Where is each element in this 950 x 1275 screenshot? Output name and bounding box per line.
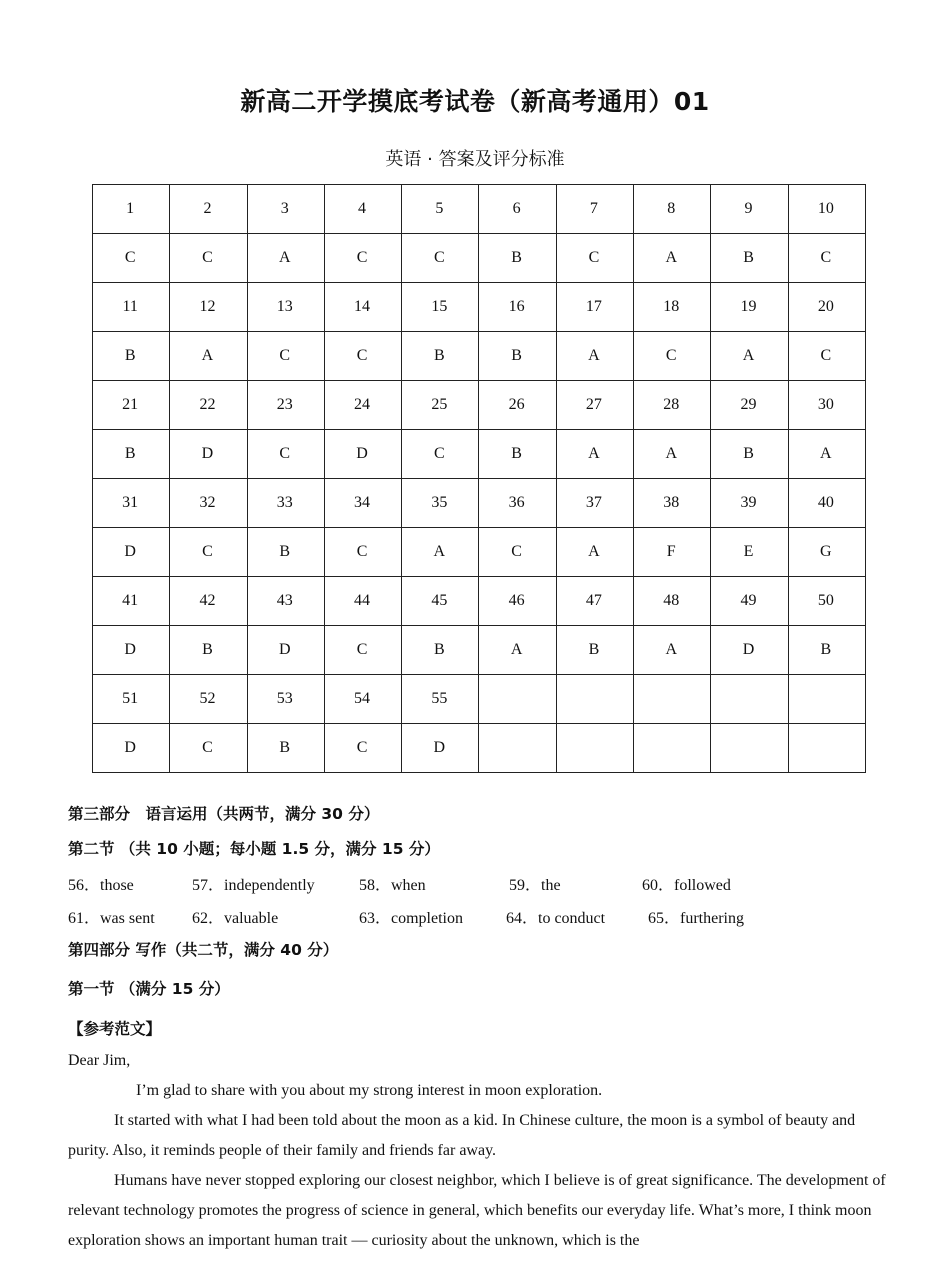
question-number-cell: 43 [247, 577, 324, 626]
answer-cell: B [247, 528, 324, 577]
question-number-cell: 21 [93, 381, 170, 430]
answer-cell: B [402, 332, 479, 381]
essay-greeting: Dear Jim, [68, 1052, 131, 1069]
answer-cell: A [634, 234, 711, 283]
question-number-cell: 31 [93, 479, 170, 528]
question-number-cell: 3 [247, 185, 324, 234]
answer-cell: B [170, 626, 247, 675]
question-number-cell: 36 [479, 479, 556, 528]
question-number-cell: 48 [634, 577, 711, 626]
question-number-cell [556, 675, 633, 724]
fill-answer: 59．the [509, 877, 561, 894]
answer-cell: A [711, 332, 788, 381]
fill-answer: 63．completion [359, 910, 463, 927]
question-number-cell [479, 675, 556, 724]
question-number-cell: 38 [634, 479, 711, 528]
answer-cell: B [247, 724, 324, 773]
answer-cell: C [170, 724, 247, 773]
answer-cell [479, 724, 556, 773]
question-number-cell: 2 [170, 185, 247, 234]
answer-cell [556, 724, 633, 773]
answer-cell: D [711, 626, 788, 675]
question-number-cell: 30 [788, 381, 865, 430]
answer-row [93, 430, 866, 479]
answer-cell: A [634, 430, 711, 479]
answer-table [92, 184, 866, 773]
answer-cell: C [788, 332, 865, 381]
answer-cell: D [247, 626, 324, 675]
answer-cell: C [788, 234, 865, 283]
answer-cell: C [402, 430, 479, 479]
question-number-cell: 51 [93, 675, 170, 724]
question-number-cell: 19 [711, 283, 788, 332]
answer-cell: C [170, 234, 247, 283]
answer-cell: B [479, 332, 556, 381]
answer-cell: A [247, 234, 324, 283]
question-number-cell: 22 [170, 381, 247, 430]
answer-cell: C [247, 430, 324, 479]
question-number-cell: 50 [788, 577, 865, 626]
part3-section2-heading: 第二节 （共 10 小题；每小题 1.5 分，满分 15 分） [68, 840, 440, 858]
answer-cell: C [247, 332, 324, 381]
question-number-cell: 52 [170, 675, 247, 724]
question-number-row [93, 185, 866, 234]
question-number-cell: 26 [479, 381, 556, 430]
answer-cell: D [93, 724, 170, 773]
answer-cell: B [402, 626, 479, 675]
question-number-cell: 29 [711, 381, 788, 430]
question-number-row [93, 479, 866, 528]
question-number-cell: 55 [402, 675, 479, 724]
answer-cell: C [324, 528, 401, 577]
question-number-cell: 37 [556, 479, 633, 528]
question-number-row [93, 283, 866, 332]
answer-cell: D [170, 430, 247, 479]
answer-cell: A [634, 626, 711, 675]
answer-cell: C [324, 332, 401, 381]
essay-paragraph: It started with what I had been told about the moon as a kid. In Chinese culture, the moon is a symbol of beauty and purity. Also, it reminds people of their family and friends far away. [68, 1112, 856, 1159]
question-number-cell: 40 [788, 479, 865, 528]
answer-cell: B [93, 430, 170, 479]
question-number-cell: 4 [324, 185, 401, 234]
question-number-cell: 54 [324, 675, 401, 724]
answer-cell: C [324, 234, 401, 283]
question-number-cell: 9 [711, 185, 788, 234]
question-number-cell [788, 675, 865, 724]
answer-cell: A [402, 528, 479, 577]
answer-cell: A [170, 332, 247, 381]
question-number-cell: 6 [479, 185, 556, 234]
question-number-row [93, 675, 866, 724]
question-number-cell: 7 [556, 185, 633, 234]
question-number-cell: 27 [556, 381, 633, 430]
question-number-cell: 42 [170, 577, 247, 626]
answer-cell: C [324, 724, 401, 773]
answer-cell: G [788, 528, 865, 577]
question-number-cell: 49 [711, 577, 788, 626]
answer-row [93, 724, 866, 773]
question-number-cell: 39 [711, 479, 788, 528]
question-number-cell: 44 [324, 577, 401, 626]
fill-answer: 65．furthering [648, 910, 744, 927]
question-number-row [93, 381, 866, 430]
question-number-cell: 47 [556, 577, 633, 626]
fill-answer: 62．valuable [192, 910, 279, 927]
question-number-cell: 45 [402, 577, 479, 626]
question-number-cell: 12 [170, 283, 247, 332]
question-number-cell: 10 [788, 185, 865, 234]
part3-heading: 第三部分 语言运用（共两节，满分 30 分） [68, 805, 380, 823]
essay-paragraph: I’m glad to share with you about my strong interest in moon exploration. [136, 1082, 603, 1099]
fill-answer: 64．to conduct [506, 910, 606, 927]
question-number-cell [634, 675, 711, 724]
question-number-cell: 8 [634, 185, 711, 234]
question-number-cell: 5 [402, 185, 479, 234]
answer-cell: B [711, 234, 788, 283]
page-title: 新高二开学摸底考试卷（新高考通用）01 [240, 87, 710, 116]
answer-cell [634, 724, 711, 773]
question-number-cell: 35 [402, 479, 479, 528]
part4-heading: 第四部分 写作（共二节，满分 40 分） [68, 941, 339, 959]
answer-cell [711, 724, 788, 773]
question-number-cell: 16 [479, 283, 556, 332]
answer-cell: C [402, 234, 479, 283]
fill-answer: 58．when [359, 877, 426, 894]
answer-cell: C [556, 234, 633, 283]
question-number-row [93, 577, 866, 626]
question-number-cell: 17 [556, 283, 633, 332]
answer-row [93, 234, 866, 283]
essay-paragraph: Humans have never stopped exploring our closest neighbor, which I believe is of great significance. The development of relevant technology promotes the progress of science in general, which benefits our everyday life. What’s more, I think moon exploration shows an important human trait — curiosity about the unknown, which is the [68, 1172, 886, 1249]
page-subtitle: 英语 · 答案及评分标准 [385, 149, 565, 170]
question-number-cell: 11 [93, 283, 170, 332]
question-number-cell: 25 [402, 381, 479, 430]
question-number-cell: 24 [324, 381, 401, 430]
answer-cell: A [479, 626, 556, 675]
question-number-cell: 32 [170, 479, 247, 528]
question-number-cell: 53 [247, 675, 324, 724]
answer-cell: B [788, 626, 865, 675]
answer-cell: C [479, 528, 556, 577]
answer-cell: C [324, 626, 401, 675]
answer-row [93, 332, 866, 381]
question-number-cell: 23 [247, 381, 324, 430]
sample-essay-label: 【参考范文】 [68, 1020, 162, 1038]
answer-cell: A [788, 430, 865, 479]
answer-cell: B [556, 626, 633, 675]
answer-cell: B [479, 430, 556, 479]
question-number-cell: 13 [247, 283, 324, 332]
fill-answer: 61．was sent [68, 910, 155, 927]
answer-cell: E [711, 528, 788, 577]
answer-cell: A [556, 430, 633, 479]
answer-cell: D [402, 724, 479, 773]
question-number-cell: 33 [247, 479, 324, 528]
answer-cell: A [556, 528, 633, 577]
answer-cell: C [634, 332, 711, 381]
answer-cell: D [324, 430, 401, 479]
answer-cell: D [93, 626, 170, 675]
question-number-cell: 20 [788, 283, 865, 332]
answer-cell: D [93, 528, 170, 577]
answer-cell: A [556, 332, 633, 381]
answer-cell: F [634, 528, 711, 577]
answer-cell: B [479, 234, 556, 283]
question-number-cell: 34 [324, 479, 401, 528]
fill-answer: 57．independently [192, 877, 315, 894]
question-number-cell: 41 [93, 577, 170, 626]
part4-section1-heading: 第一节 （满分 15 分） [68, 980, 230, 998]
question-number-cell: 46 [479, 577, 556, 626]
question-number-cell: 15 [402, 283, 479, 332]
question-number-cell: 18 [634, 283, 711, 332]
question-number-cell: 14 [324, 283, 401, 332]
question-number-cell [711, 675, 788, 724]
question-number-cell: 1 [93, 185, 170, 234]
answer-cell: B [711, 430, 788, 479]
fill-answer: 60．followed [642, 877, 731, 894]
answer-row [93, 528, 866, 577]
answer-cell: B [93, 332, 170, 381]
question-number-cell: 28 [634, 381, 711, 430]
answer-cell: C [93, 234, 170, 283]
sample-essay [68, 1046, 888, 1256]
answer-cell: C [170, 528, 247, 577]
fill-answer: 56．those [68, 877, 134, 894]
answer-cell [788, 724, 865, 773]
answer-row [93, 626, 866, 675]
